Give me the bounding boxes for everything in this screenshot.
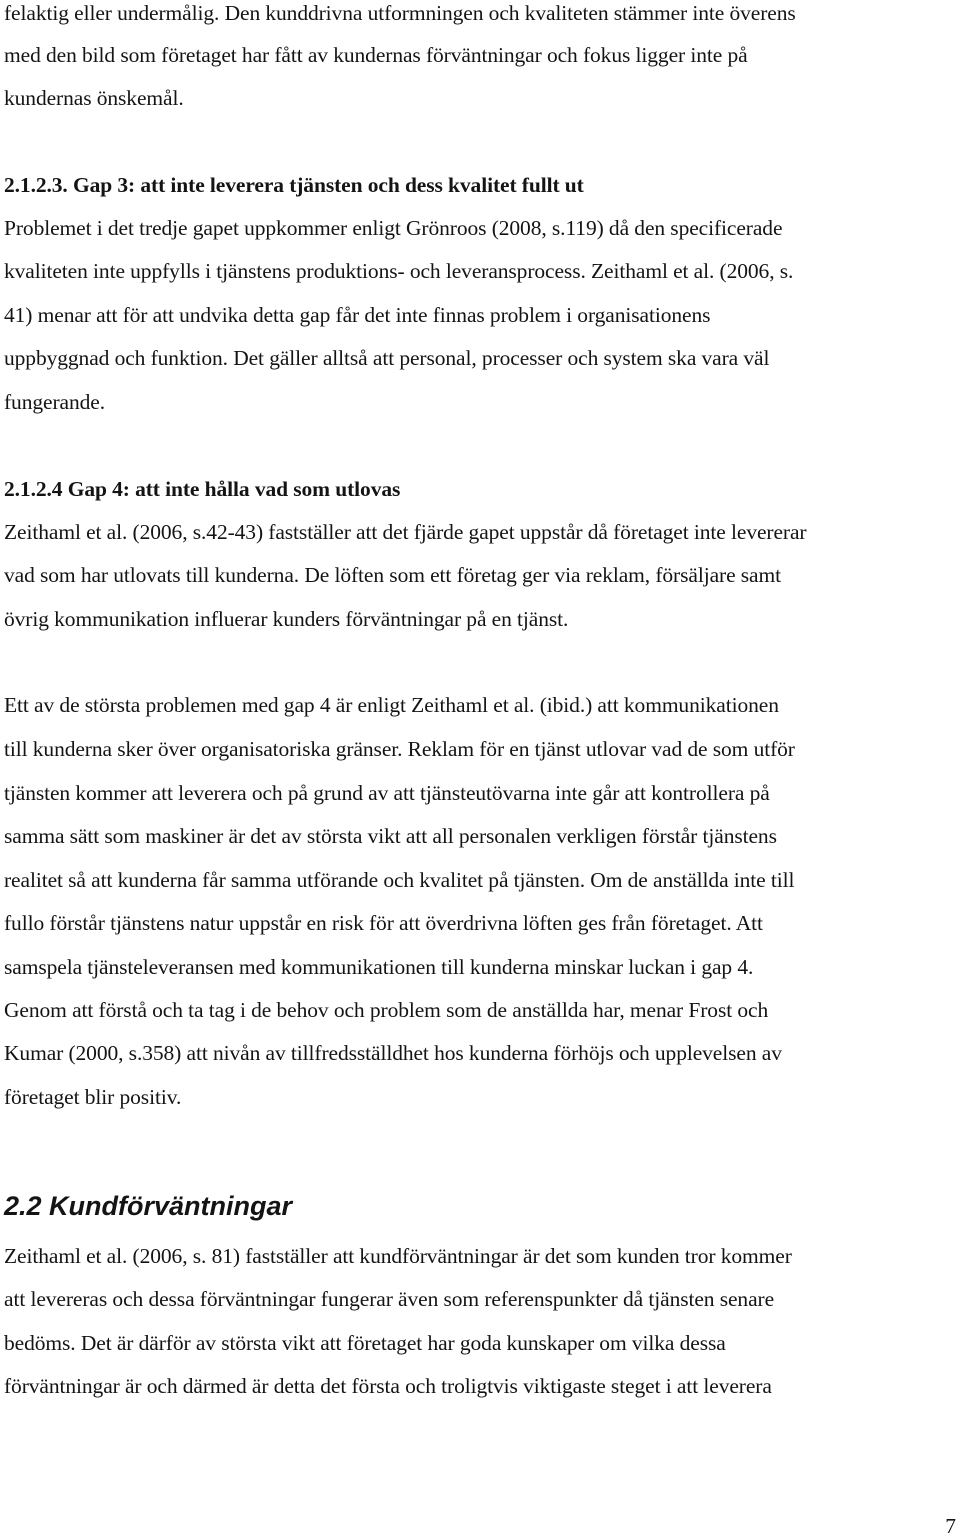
text-line: förväntningar är och därmed är detta det första och troligtvis viktigaste steget i att leverera (4, 1374, 772, 1398)
text-line: kundernas önskemål. (4, 86, 184, 110)
text-line: Ett av de största problemen med gap 4 är enligt Zeithaml et al. (ibid.) att kommunikationen (4, 693, 779, 717)
text-line: vad som har utlovats till kunderna. De löften som ett företag ger via reklam, försäljare samt (4, 563, 781, 587)
text-line: bedöms. Det är därför av största vikt att företaget har goda kunskaper om vilka dessa (4, 1331, 726, 1355)
text-line: samspela tjänsteleveransen med kommunikationen till kunderna minskar luckan i gap 4. (4, 955, 754, 979)
text-line: kvaliteten inte uppfylls i tjänstens produktions- och leveransprocess. Zeithaml et al. (2006, s. (4, 259, 794, 283)
text-line: Genom att förstå och ta tag i de behov och problem som de anställda har, menar Frost och (4, 998, 769, 1022)
text-line: 41) menar att för att undvika detta gap får det inte finnas problem i organisationens (4, 303, 711, 327)
text-line: felaktig eller undermålig. Den kunddrivna utformningen och kvaliteten stämmer inte överens (4, 1, 796, 25)
text-line: uppbyggnad och funktion. Det gäller alltså att personal, processer och system ska vara väl (4, 346, 770, 370)
text-line: fungerande. (4, 390, 105, 414)
text-line: företaget blir positiv. (4, 1085, 182, 1109)
page-number: 7 (945, 1514, 956, 1538)
text-line: övrig kommunikation influerar kunders förväntningar på en tjänst. (4, 607, 569, 631)
text-line: samma sätt som maskiner är det av största vikt att all personalen verkligen förstår tjänstens (4, 824, 777, 848)
gap4-heading: 2.1.2.4 Gap 4: att inte hålla vad som utlovas (4, 477, 401, 501)
text-line: realitet så att kunderna får samma utförande och kvalitet på tjänsten. Om de anställda inte till (4, 868, 795, 892)
text-line: Zeithaml et al. (2006, s.42-43) fastställer att det fjärde gapet uppstår då företaget inte levererar (4, 520, 807, 544)
text-line: att levereras och dessa förväntningar fungerar även som referenspunkter då tjänsten senare (4, 1287, 775, 1311)
text-line: tjänsten kommer att leverera och på grund av att tjänsteutövarna inte går att kontrollera på (4, 781, 770, 805)
section-heading: 2.2 Kundförväntningar (4, 1191, 293, 1221)
text-line: med den bild som företaget har fått av kundernas förväntningar och fokus ligger inte på (4, 43, 748, 67)
text-line: Zeithaml et al. (2006, s. 81) fastställer att kundförväntningar är det som kunden tror kommer (4, 1244, 792, 1268)
text-line: fullo förstår tjänstens natur uppstår en risk för att överdrivna löften ges från företaget. Att (4, 911, 763, 935)
text-line: till kunderna sker över organisatoriska gränser. Reklam för en tjänst utlovar vad de som utför (4, 737, 795, 761)
gap3-heading: 2.1.2.3. Gap 3: att inte leverera tjänsten och dess kvalitet fullt ut (4, 173, 584, 197)
text-line: Kumar (2000, s.358) att nivån av tillfredsställdhet hos kunderna förhöjs och upplevelsen av (4, 1041, 782, 1065)
text-line: Problemet i det tredje gapet uppkommer enligt Grönroos (2008, s.119) då den specificerade (4, 216, 783, 240)
